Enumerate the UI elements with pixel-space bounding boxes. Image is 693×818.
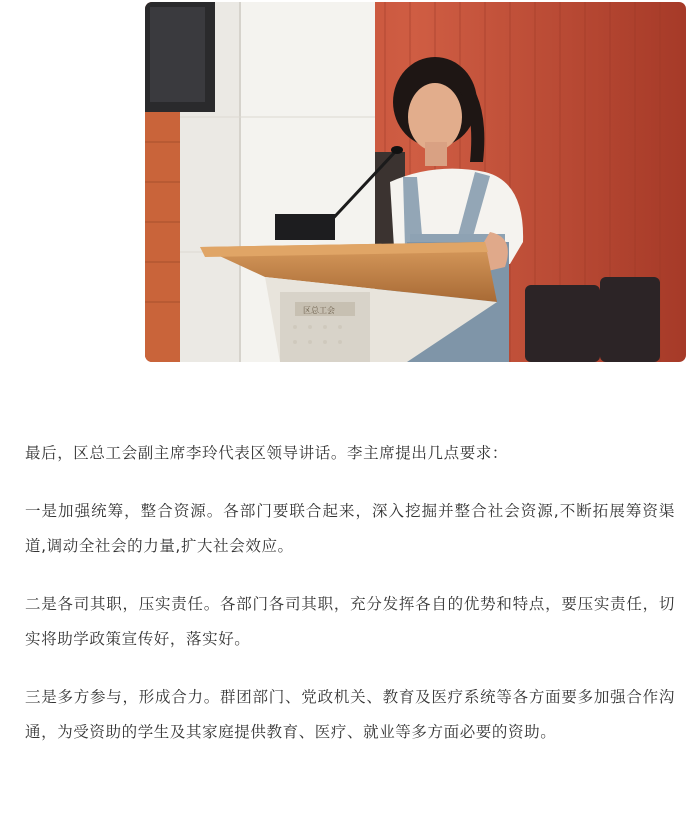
article-body <box>25 436 675 773</box>
paragraph-intro: 最后，区总工会副主席李玲代表区领导讲话。李主席提出几点要求： <box>25 444 509 462</box>
event-photo <box>145 2 686 362</box>
paragraph-point-1: 一是加强统筹，整合资源。各部门要联合起来，深入挖掘并整合社会资源,不断拓展筹资渠道,调动全社会的力量,扩大社会效应。 <box>25 502 675 555</box>
paragraph-point-2: 二是各司其职，压实责任。各部门各司其职，充分发挥各自的优势和特点，要压实责任，切实将助学政策宣传好，落实好。 <box>25 595 675 648</box>
podium-logo-text: 区总工会 <box>303 306 335 315</box>
paragraph-point-3: 三是多方参与，形成合力。群团部门、党政机关、教育及医疗系统等各方面要多加强合作沟通，为受资助的学生及其家庭提供教育、医疗、就业等多方面必要的资助。 <box>25 688 675 741</box>
